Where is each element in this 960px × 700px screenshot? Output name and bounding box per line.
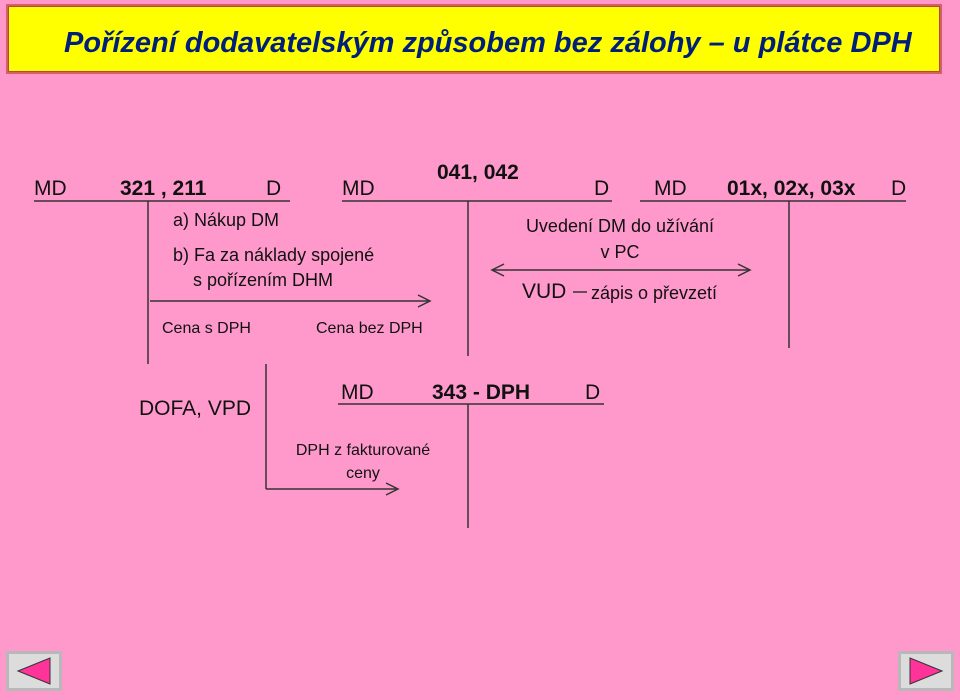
label-fa-line2: s pořízením DHM <box>193 270 334 290</box>
account-343-d: D <box>585 381 601 404</box>
label-uvedeni-line2: v PC <box>600 242 640 262</box>
label-dph-line1: DPH z fakturované <box>295 442 431 459</box>
label-zapis: zápis o převzetí <box>591 283 718 303</box>
label-dph-line2: ceny <box>346 465 380 482</box>
account-321-md: MD <box>34 177 67 200</box>
label-nakup-dm: a) Nákup DM <box>173 210 280 230</box>
label-uvedeni-line1: Uvedení DM do užívání <box>525 216 715 236</box>
label-cena-bez-dph: Cena bez DPH <box>316 320 423 337</box>
left-triangle-icon <box>6 651 62 691</box>
previous-slide-button[interactable] <box>6 651 62 691</box>
account-041-d: D <box>594 177 610 200</box>
account-343-name: 343 - DPH <box>432 381 531 404</box>
account-321-name: 321 , 211 <box>120 177 207 200</box>
label-vud: VUD <box>522 280 567 303</box>
account-01x-d: D <box>891 177 907 200</box>
account-041-md: MD <box>342 177 375 200</box>
account-041-name: 041, 042 <box>437 161 519 184</box>
account-343-md: MD <box>341 381 374 404</box>
account-01x-md: MD <box>654 177 687 200</box>
next-slide-button[interactable] <box>898 651 954 691</box>
account-01x-name: 01x, 02x, 03x <box>727 177 856 200</box>
label-dofa-vpd: DOFA, VPD <box>139 397 252 420</box>
label-fa-line1: b) Fa za náklady spojené <box>173 245 375 265</box>
page-title: Pořízení dodavatelským způsobem bez zálohy – u plátce DPH <box>64 27 912 59</box>
account-321-d: D <box>266 177 282 200</box>
right-triangle-icon <box>898 651 954 691</box>
label-cena-s-dph: Cena s DPH <box>162 320 251 337</box>
